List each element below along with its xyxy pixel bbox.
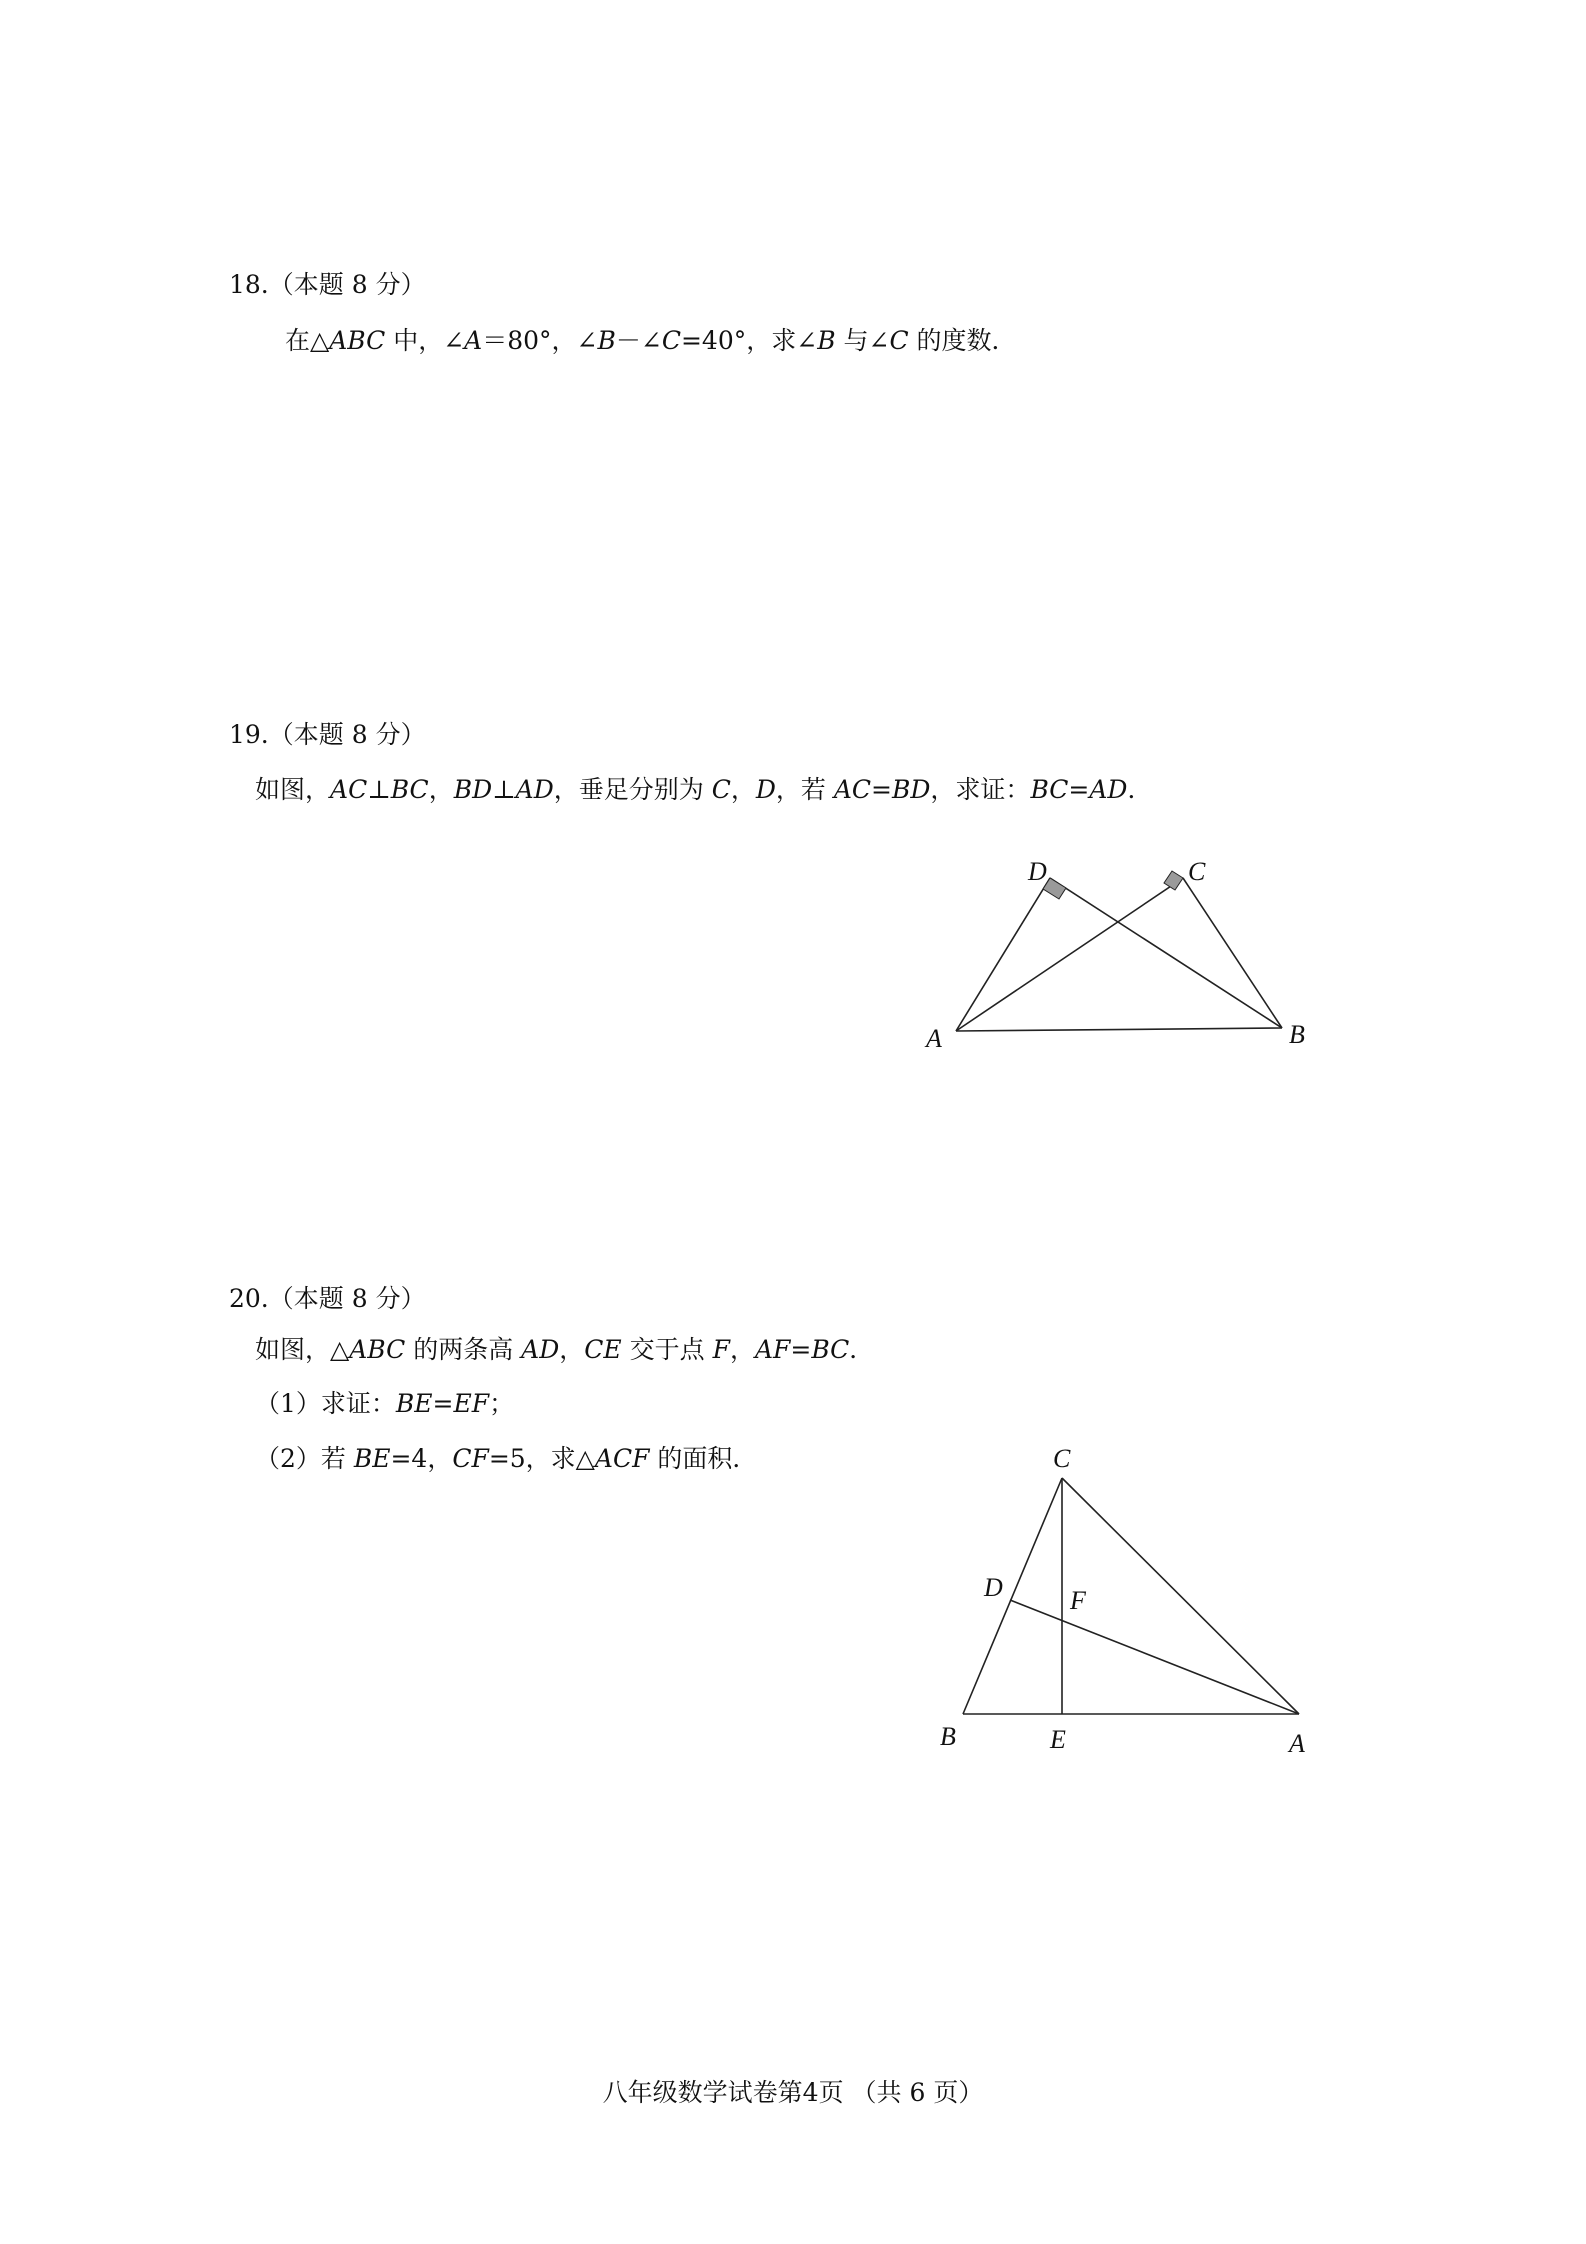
problem-19-statement: 如图，AC⊥BC，BD⊥AD，垂足分别为 C，D，若 AC=BD，求证：BC=AD． (255, 775, 1153, 804)
problem-18-number: 18. (229, 270, 269, 299)
problem-20-figure (900, 1420, 1340, 1760)
segment-db (1050, 878, 1282, 1028)
segment-cb (1183, 878, 1282, 1028)
label-a: A (1289, 1729, 1305, 1758)
segment-ca (1062, 1478, 1299, 1714)
segment-ad (956, 878, 1050, 1031)
problem-18-score: （本题 8 分） (268, 270, 426, 299)
problem-19-header (229, 718, 426, 752)
problem-20-header (229, 1282, 426, 1316)
problem-20-statement: 如图，△ABC 的两条高 AD，CE 交于点 F，AF=BC． (255, 1335, 875, 1364)
problem-20-part-1: （1）求证：BE=EF； (255, 1389, 515, 1418)
label-d: D (984, 1573, 1003, 1602)
right-angle-mark-c (1164, 871, 1183, 890)
problem-19-score: （本题 8 分） (268, 720, 426, 749)
segment-bc (963, 1478, 1062, 1714)
problem-18-statement: 在△ABC 中，∠A＝80°，∠B－∠C=40°，求∠B 与∠C 的度数． (285, 326, 1017, 355)
problem-19-figure (900, 840, 1340, 1080)
label-a: A (926, 1024, 942, 1053)
problem-19-number: 19. (229, 720, 269, 749)
label-c: C (1053, 1444, 1071, 1473)
label-d: D (1028, 857, 1047, 886)
problem-20-part-2: （2）若 BE=4，CF=5，求△ACF 的面积． (255, 1444, 758, 1473)
label-f: F (1070, 1586, 1086, 1615)
problem-20-score: （本题 8 分） (268, 1284, 426, 1313)
page-footer: 八年级数学试卷第4页 （共 6 页） (602, 2078, 984, 2107)
label-b: B (1289, 1020, 1305, 1049)
problem-18-header (229, 268, 426, 302)
label-e: E (1050, 1725, 1066, 1754)
segment-ac (956, 878, 1183, 1031)
label-b: B (940, 1722, 956, 1751)
label-c: C (1188, 857, 1206, 886)
altitude-ad (1010, 1600, 1299, 1714)
segment-ab (956, 1028, 1282, 1031)
problem-20-number: 20. (229, 1284, 269, 1313)
